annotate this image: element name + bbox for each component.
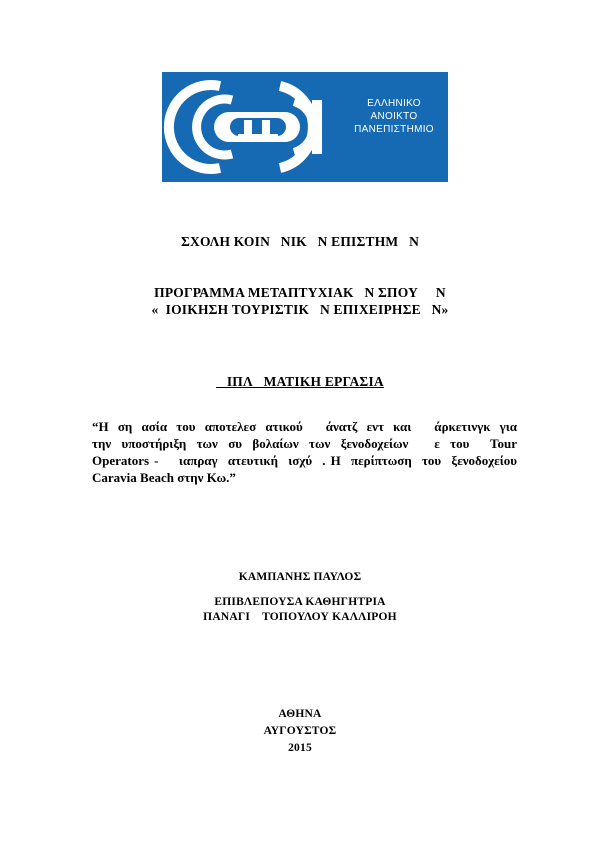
author-name: ΚΑΜΠΑΝΗΣ ΠΑΥΛΟΣ (238, 571, 362, 583)
program-line-1: ΠΡΟΓΡΑΜΜΑ ΜΕΤΑΠΤΥΧΙΑΚ Ν ΣΠΟΥ Ν (154, 285, 446, 300)
supervisor-label: ΕΠΙΒΛΕΠΟΥΣΑ ΚΑΘΗΓΗΤΡΙΑ (214, 596, 386, 608)
title-line: την υποστήριξη των συ βολαίων των ξενοδοχείων ε του Tour (92, 436, 517, 451)
title-line: Caravia Beach στην Κω.” (92, 470, 236, 485)
thesis-title (92, 418, 517, 486)
program-line-2: « ΙΟΙΚΗΣΗ ΤΟΥΡΙΣΤΙΚ Ν ΕΠΙΧΕΙΡΗΣΕ Ν» (151, 302, 449, 317)
title-line: “Η ση ασία του αποτελεσ ατικού άνατζ εντ και άρκετινγκ για (92, 419, 517, 434)
logo-line: ΕΛΛΗΝΙΚΟ (367, 98, 421, 109)
logo-line: ΠΑΝΕΠΙΣΤΗΜΙΟ (354, 124, 434, 135)
month: ΑΥΓΟΥΣΤΟΣ (263, 725, 337, 737)
year: 2015 (288, 742, 312, 754)
logo-text (348, 97, 440, 136)
thesis-type: ΙΠΛ ΜΑΤΙΚΗ ΕΡΓΑΣΙΑ (216, 374, 384, 389)
school-name: ΣΧΟΛΗ ΚΟΙΝ ΝΙΚ Ν ΕΠΙΣΤΗΜ Ν (180, 234, 420, 249)
supervisor-name: ΠΑΝΑΓΙ ΤΟΠΟΥΛΟΥ ΚΑΛΛΙΡΟΗ (203, 611, 397, 623)
title-line: Operators - ιαπραγ ατευτική ισχύ . Η περίπτωση του ξενοδοχείου (92, 453, 517, 468)
university-logo (162, 72, 448, 182)
logo-line: ΑΝΟΙΚΤΟ (370, 111, 418, 122)
city: ΑΘΗΝΑ (278, 708, 322, 720)
